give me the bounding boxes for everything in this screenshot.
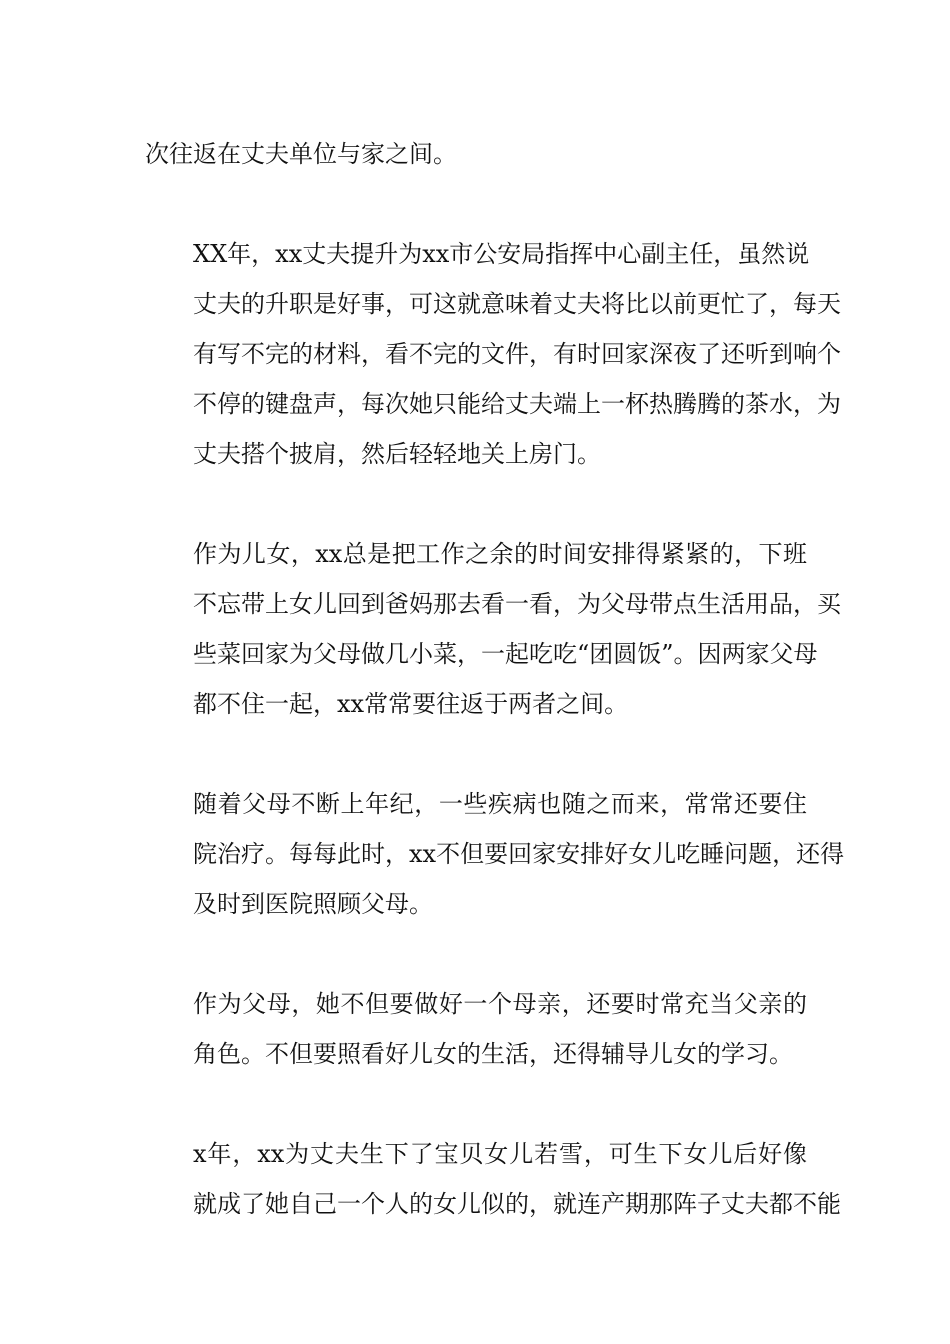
paragraph-1 (145, 129, 807, 179)
text-line: 丈夫的升职是好事，可这就意味着丈夫将比以前更忙了，每天 (193, 290, 841, 318)
paragraph-2 (145, 229, 841, 479)
text-line: 不忘带上女儿回到爸妈那去看一看，为父母带点生活用品，买 (193, 590, 841, 618)
text-line: 次往返在丈夫单位与家之间。 (145, 140, 457, 168)
paragraph-6 (145, 1129, 841, 1229)
text-line: 院治疗。每每此时，xx不但要回家安排好女儿吃睡问题，还得 (193, 840, 845, 868)
text-line: 都不住一起，xx常常要往返于两者之间。 (193, 690, 629, 718)
text-line: 随着父母不断上年纪，一些疾病也随之而来，常常还要住 (193, 790, 807, 818)
text-line: 及时到医院照顾父母。 (193, 890, 433, 918)
text-line: 作为儿女，xx总是把工作之余的时间安排得紧紧的，下班 (193, 540, 807, 568)
text-line: 些菜回家为父母做几小菜，一起吃吃“团圆饭”。因两家父母 (193, 640, 818, 668)
document-body (145, 129, 845, 1229)
text-line: x年，xx为丈夫生下了宝贝女儿若雪，可生下女儿后好像 (193, 1140, 807, 1168)
paragraph-4 (145, 779, 845, 929)
text-line: XX年，xx丈夫提升为xx市公安局指挥中心副主任，虽然说 (193, 240, 810, 268)
paragraph-5 (145, 979, 807, 1079)
paragraph-3 (145, 529, 841, 729)
text-line: 就成了她自己一个人的女儿似的，就连产期那阵子丈夫都不能 (193, 1190, 841, 1218)
text-line: 角色。不但要照看好儿女的生活，还得辅导儿女的学习。 (193, 1040, 793, 1068)
text-line: 不停的键盘声，每次她只能给丈夫端上一杯热腾腾的茶水，为 (193, 390, 841, 418)
text-line: 丈夫搭个披肩，然后轻轻地关上房门。 (193, 440, 601, 468)
text-line: 作为父母，她不但要做好一个母亲，还要时常充当父亲的 (193, 990, 807, 1018)
text-line: 有写不完的材料，看不完的文件，有时回家深夜了还听到响个 (193, 340, 841, 368)
